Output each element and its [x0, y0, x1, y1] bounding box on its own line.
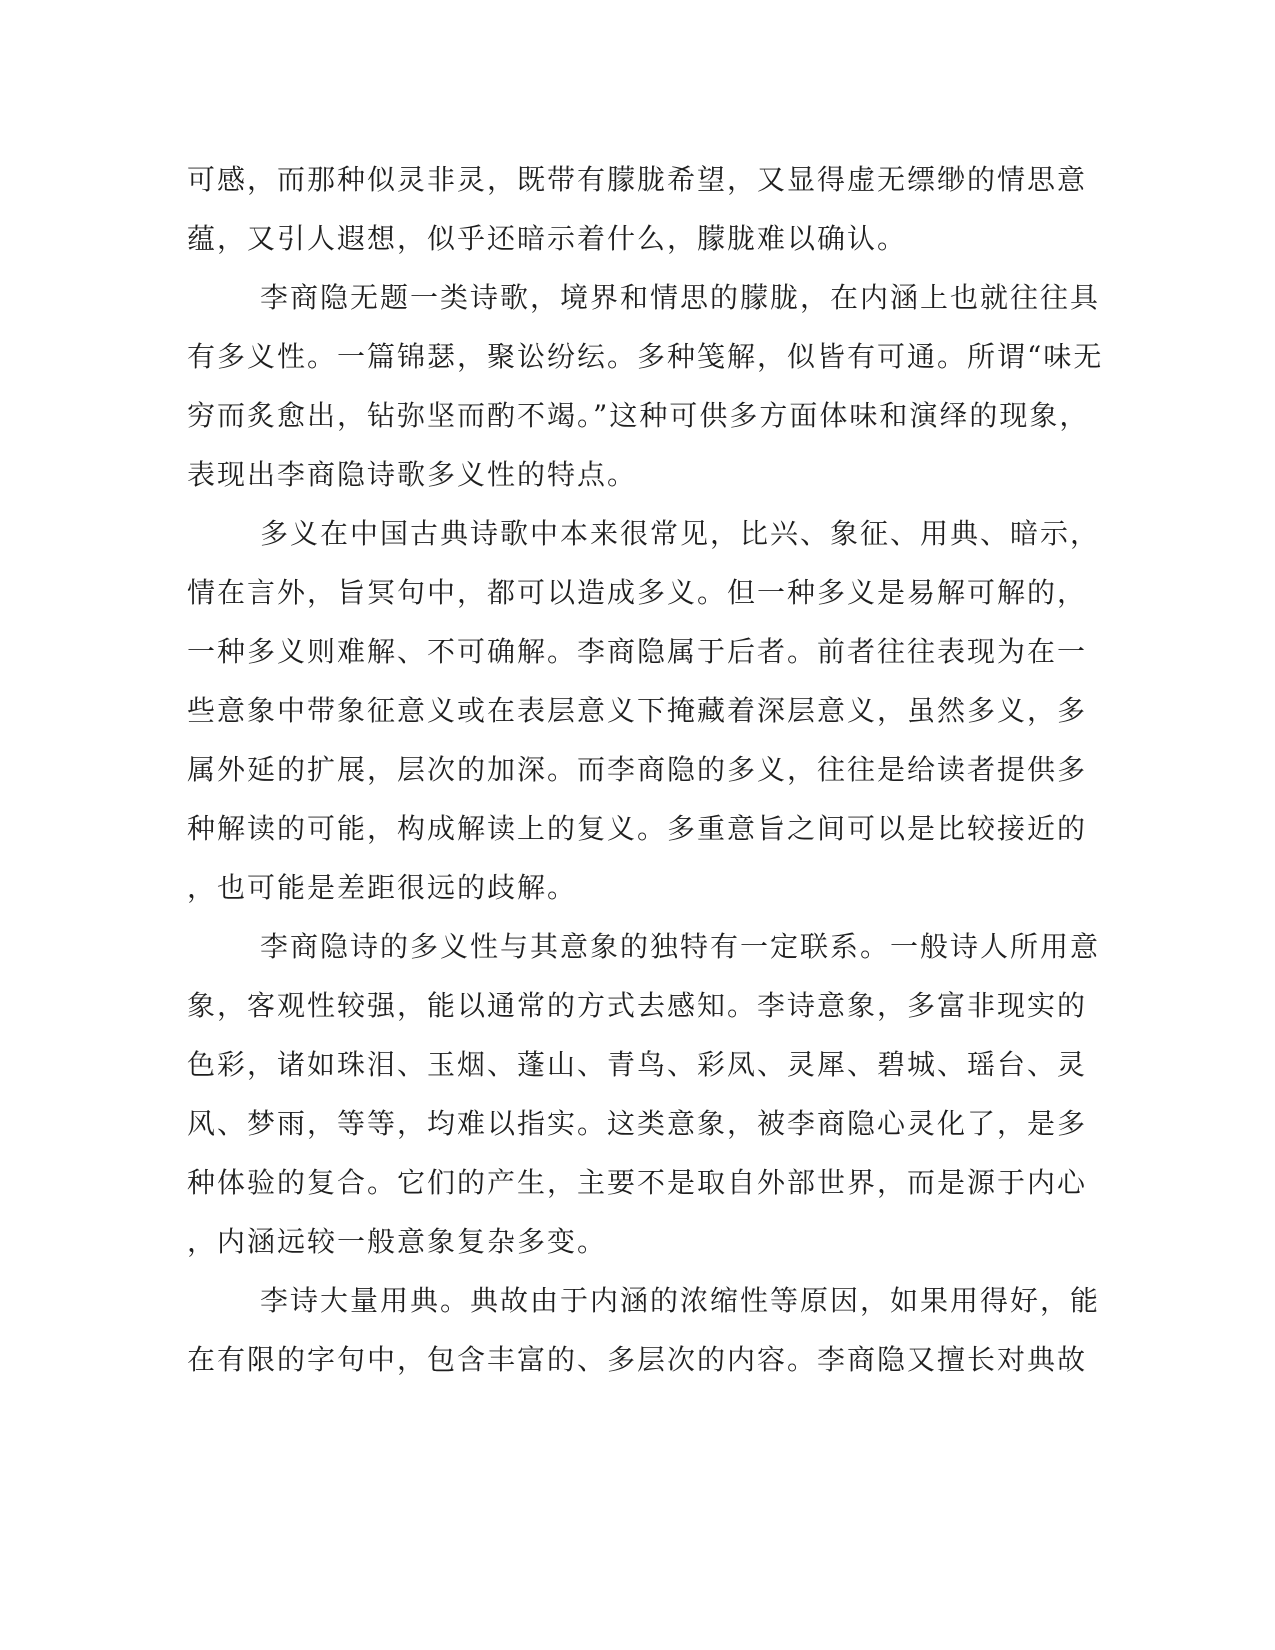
paragraph-first-line: 李商隐无题一类诗歌，境界和情思的朦胧，在内涵上也就往往具	[260, 281, 1101, 314]
text-line: 可感，而那种似灵非灵，既带有朦胧希望，又显得虚无缥缈的情思意	[187, 163, 1088, 196]
text-line: 情在言外，旨冥句中，都可以造成多义。但一种多义是易解可解的，	[187, 576, 1088, 609]
text-line: 一种多义则难解、不可确解。李商隐属于后者。前者往往表现为在一	[187, 635, 1088, 668]
text-line: 象，客观性较强，能以通常的方式去感知。李诗意象，多富非现实的	[187, 989, 1088, 1022]
text-line: ，也可能是差距很远的歧解。	[187, 871, 578, 904]
paragraph-first-line: 多义在中国古典诗歌中本来很常见，比兴、象征、用典、暗示，	[260, 517, 1101, 550]
text-line: 有多义性。一篇锦瑟，聚讼纷纭。多种笺解，似皆有可通。所谓“味无	[187, 340, 1104, 373]
text-line: 些意象中带象征意义或在表层意义下掩藏着深层意义，虽然多义，多	[187, 694, 1088, 727]
text-line: 在有限的字句中，包含丰富的、多层次的内容。李商隐又擅长对典故	[187, 1343, 1088, 1376]
text-line: 种体验的复合。它们的产生，主要不是取自外部世界，而是源于内心	[187, 1166, 1088, 1199]
paragraph-first-line: 李诗大量用典。典故由于内涵的浓缩性等原因，如果用得好，能	[260, 1284, 1101, 1317]
text-line: 风、梦雨，等等，均难以指实。这类意象，被李商隐心灵化了，是多	[187, 1107, 1088, 1140]
text-line: 表现出李商隐诗歌多义性的特点。	[187, 458, 638, 491]
text-line: 种解读的可能，构成解读上的复义。多重意旨之间可以是比较接近的	[187, 812, 1088, 845]
text-line: 色彩，诸如珠泪、玉烟、蓬山、青鸟、彩凤、灵犀、碧城、瑶台、灵	[187, 1048, 1088, 1081]
text-line: 蕴，又引人遐想，似乎还暗示着什么，朦胧难以确认。	[187, 222, 908, 255]
text-line: ，内涵远较一般意象复杂多变。	[187, 1225, 608, 1258]
text-line: 属外延的扩展，层次的加深。而李商隐的多义，往往是给读者提供多	[187, 753, 1088, 786]
text-line: 穷而炙愈出，钻弥坚而酌不竭。”这种可供多方面体味和演绎的现象，	[187, 399, 1090, 432]
paragraph-first-line: 李商隐诗的多义性与其意象的独特有一定联系。一般诗人所用意	[260, 930, 1101, 963]
